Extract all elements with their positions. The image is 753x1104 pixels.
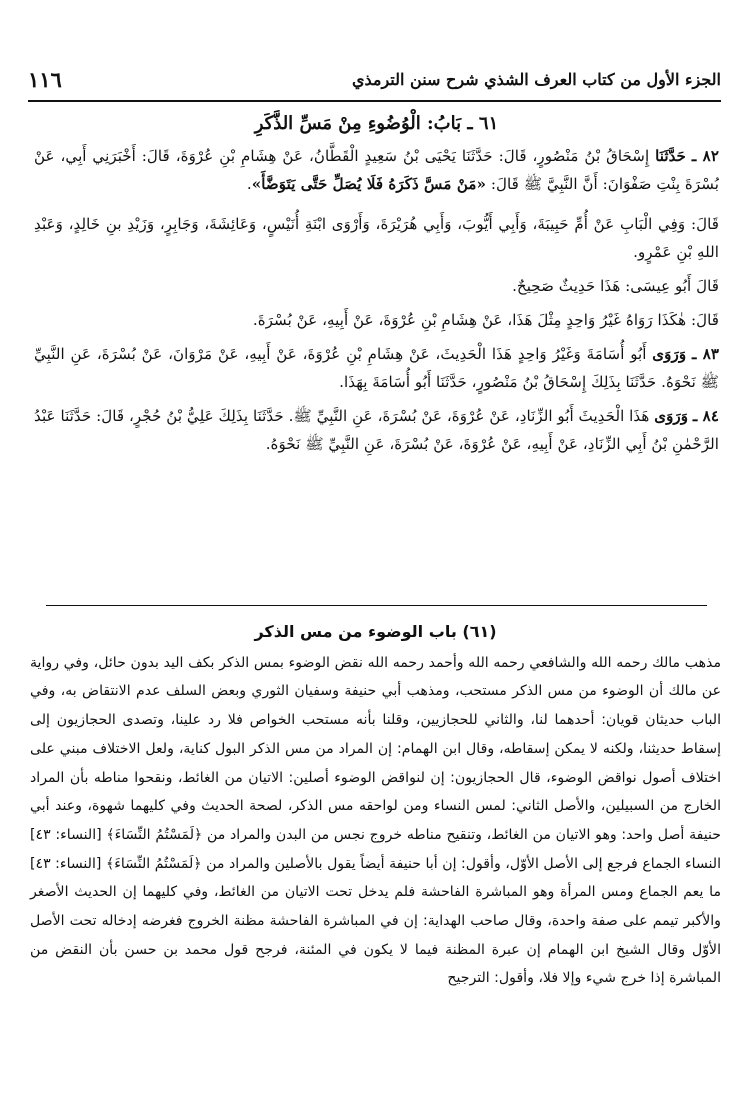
hadith-text: أَبُو أُسَامَةَ وَغَيْرُ وَاحِدٍ هَذَا الْحَدِيثَ، عَنْ هِشَامِ بْنِ عُرْوَةَ، عَنْ أَبِيهِ، عَنْ مَرْوَانَ، عَنْ بُسْرَةَ، عَنِ النَّبِيِّ ﷺ نَحْوَهُ. حَدَّثَنَا بِذَلِكَ إِسْحَاقُ بْنُ مَنْصُورٍ، حَدَّثَنَا أَبُو أُسَامَةَ بِهَذَا. bbox=[34, 345, 719, 391]
hadith-opening: وَرَوَى bbox=[652, 345, 687, 363]
hadith-84 bbox=[34, 402, 719, 458]
chapter-heading: ٦١ ـ بَابُ: الْوُضُوءِ مِنْ مَسِّ الذَّكَرِ bbox=[254, 113, 499, 134]
hadith-83 bbox=[34, 340, 719, 396]
note-bab: قَالَ: وَفِي الْبَابِ عَنْ أُمِّ حَبِيبَةَ، وَأَبِي أَيُّوبَ، وَأَبِي هُرَيْرَةَ، وَأَرْوَى ابْنَةِ أُنَيْسٍ، وَعَائِشَةَ، وَجَابِرٍ، وَزَيْدِ بنِ خَالِدٍ، وَعَبْدِ اللهِ بْنِ عَمْرٍو. bbox=[34, 215, 719, 261]
note-isa: قَالَ أَبُو عِيسَى: هَذَا حَدِيثٌ صَحِيحٌ. bbox=[512, 277, 719, 295]
hadith-isnad: إِسْحَاقُ بْنُ مَنْصُورٍ، قَالَ: حَدَّثَنَا يَحْيَى بْنُ سَعِيدٍ الْقَطَّانُ، عَنْ هِشَامِ بْنِ عُرْوَةَ، قَالَ: أَخْبَرَنِي أَبِي، عَنْ بُسْرَةَ بِنْتِ صَفْوَانَ: أَنَّ النَّبِيَّ ﷺ قَالَ: bbox=[34, 147, 719, 193]
commentary-body: مذهب مالك رحمه الله والشافعي رحمه الله وأحمد رحمه الله نقض الوضوء بمس الذكر بكف اليد بدون حائل، وفي رواية عن مالك أن الوضوء من مس الذكر مستحب، ومذهب أبي حنيفة وسفيان الثوري وبعض السلف عدم الانتقاض به، وفي الباب حديثان قويان: أحدهما لنا، والثاني للحجازيين، وقلنا بأنه مستحب الخواص فلا رد علينا، وتصدى الحجازيون إلى إسقاط حديثنا، ولكنه لا يمكن إسقاطه، وقال ابن الهمام: إن المراد من مس الذكر البول كناية، ولعل الاختلاف مبني على اختلاف أصول نواقض الوضوء، قال الحجازيون: إن لنواقض الوضوء أصلين: الاتيان من الغائط، ونقحوا مناطه بأن المراد الخارج من السبيلين، والأصل الثاني: لمس النساء ومن لواحقه مس الذكر، لصحة الحديث وفي كليهما شهوة، وعند أبي حنيفة أصل واحد: وهو الاتيان من الغائط، وتنقيح مناطه خروج نجس من البدن والمراد من ﴿لَمَسْتُمُ النِّسَاءَ﴾ [النساء: ٤٣] النساء الجماع فرجع إلى الأصل الأوّل، وأقول: إن أبا حنيفة أيضاً يقول بالأصلين والمراد من ﴿لَمَسْتُمُ النِّسَاءَ﴾ [النساء: ٤٣] ما يعم الجماع ومس المرأة وهو المباشرة الفاحشة فلم يدخل تحت الاتيان من الغائط، وفي كليهما إن الحديث الأصغر والأكبر تيمم على صفة واحدة، وقال صاحب الهداية: إن في المباشرة الفاحشة مظنة الخروج فغرضه إدخاله تحت الأصل الأوّل وقال الشيخ ابن الهمام إن عبرة المظنة فيما لا يكون في المئنة، فرجح قول محمد بن حسن بأن النقض من المباشرة إذا خرج شيء وإلا فلا، وأقول: الترجيح bbox=[30, 654, 721, 987]
hadith-section bbox=[34, 110, 719, 464]
hadith-text: هَذَا الْحَدِيثَ أَبُو الزِّنَادِ، عَنْ عُرْوَةَ، عَنْ بُسْرَةَ، عَنِ النَّبِيِّ ﷺ. حَدَّثَنَا بِذَلِكَ عَلِيُّ بْنُ حُجْرٍ، قَالَ: حَدَّثَنَا عَبْدُ الرَّحْمٰنِ بْنُ أَبِي الزِّنَادِ، عَنْ أَبِيهِ، عَنْ عُرْوَةَ، عَنْ بُسْرَةَ، عَنِ النَّبِيِّ ﷺ نَحْوَهُ. bbox=[34, 407, 719, 453]
hadith-opening: حَدَّثَنَا bbox=[655, 147, 686, 165]
note-kadha: قَالَ: هٰكَذَا رَوَاهُ غَيْرُ وَاحِدٍ مِثْلَ هَذَا، عَنْ هِشَامِ بْنِ عُرْوَةَ، عَنْ أَبِيهِ، عَنْ بُسْرَةَ. bbox=[252, 311, 719, 329]
section-divider bbox=[46, 605, 707, 606]
hadith-matn: «مَنْ مَسَّ ذَكَرَهُ فَلَا يُصَلِّ حَتَّى يَتَوَضَّأَ» bbox=[251, 175, 487, 193]
hadith-number: ٨٣ ـ bbox=[691, 345, 720, 363]
running-header bbox=[28, 62, 721, 96]
running-title: الجزء الأول من كتاب العرف الشذي شرح سنن الترمذي bbox=[351, 69, 721, 89]
page-number: ١١٦ bbox=[28, 66, 62, 92]
hadith-end: . bbox=[246, 175, 252, 193]
hadith-number: ٨٤ ـ bbox=[692, 407, 719, 425]
commentary-section bbox=[30, 618, 721, 993]
commentary-heading: (٦١) باب الوضوء من مس الذكر bbox=[254, 622, 497, 641]
header-rule bbox=[28, 100, 721, 102]
hadith-number: ٨٢ ـ bbox=[691, 147, 719, 165]
hadith-82 bbox=[34, 142, 719, 198]
hadith-opening: وَرَوَى bbox=[654, 407, 689, 425]
